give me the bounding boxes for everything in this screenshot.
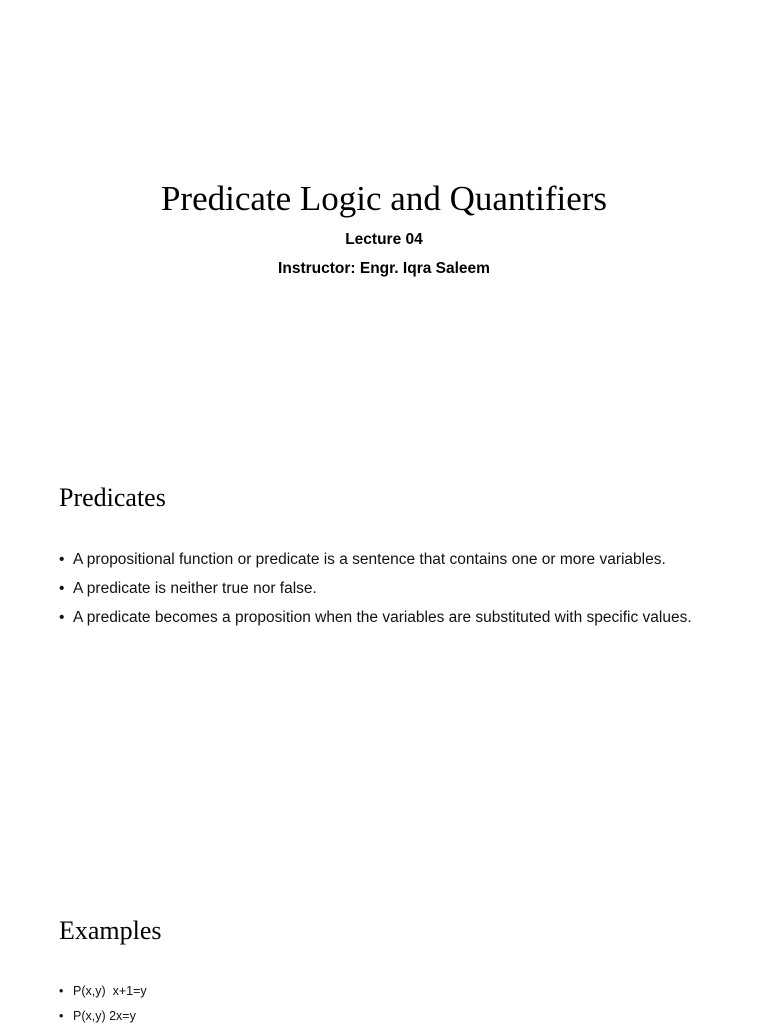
predicates-slide bbox=[0, 432, 768, 864]
bullet-icon: • bbox=[59, 580, 65, 597]
lecture-number: Lecture 04 bbox=[345, 231, 423, 248]
presentation-title: Predicate Logic and Quantifiers bbox=[160, 179, 608, 218]
instructor-name: Instructor: Engr. Iqra Saleem bbox=[278, 260, 490, 277]
examples-slide bbox=[0, 864, 768, 1024]
bullet-icon: • bbox=[59, 1009, 64, 1023]
slide-heading: Examples bbox=[59, 916, 162, 945]
bullet-list bbox=[59, 983, 699, 1033]
bullet-icon: • bbox=[59, 984, 64, 998]
bullet-item bbox=[59, 608, 699, 628]
bullet-text: P(x,y) 2x=y bbox=[73, 1009, 136, 1023]
title-slide bbox=[0, 0, 768, 432]
bullet-icon: • bbox=[59, 551, 65, 568]
bullet-item bbox=[59, 1008, 699, 1024]
bullet-text: A predicate becomes a proposition when the variables are substituted with specific values. bbox=[73, 609, 692, 626]
bullet-text: P(x,y) x+1=y bbox=[73, 984, 147, 998]
bullet-text: A propositional function or predicate is a sentence that contains one or more variables. bbox=[73, 551, 666, 568]
bullet-item bbox=[59, 579, 699, 599]
bullet-text: A predicate is neither true nor false. bbox=[73, 580, 317, 597]
bullet-list bbox=[59, 550, 699, 637]
bullet-item bbox=[59, 550, 699, 570]
bullet-icon: • bbox=[59, 609, 65, 626]
bullet-item bbox=[59, 983, 699, 999]
slide-heading: Predicates bbox=[59, 483, 166, 512]
